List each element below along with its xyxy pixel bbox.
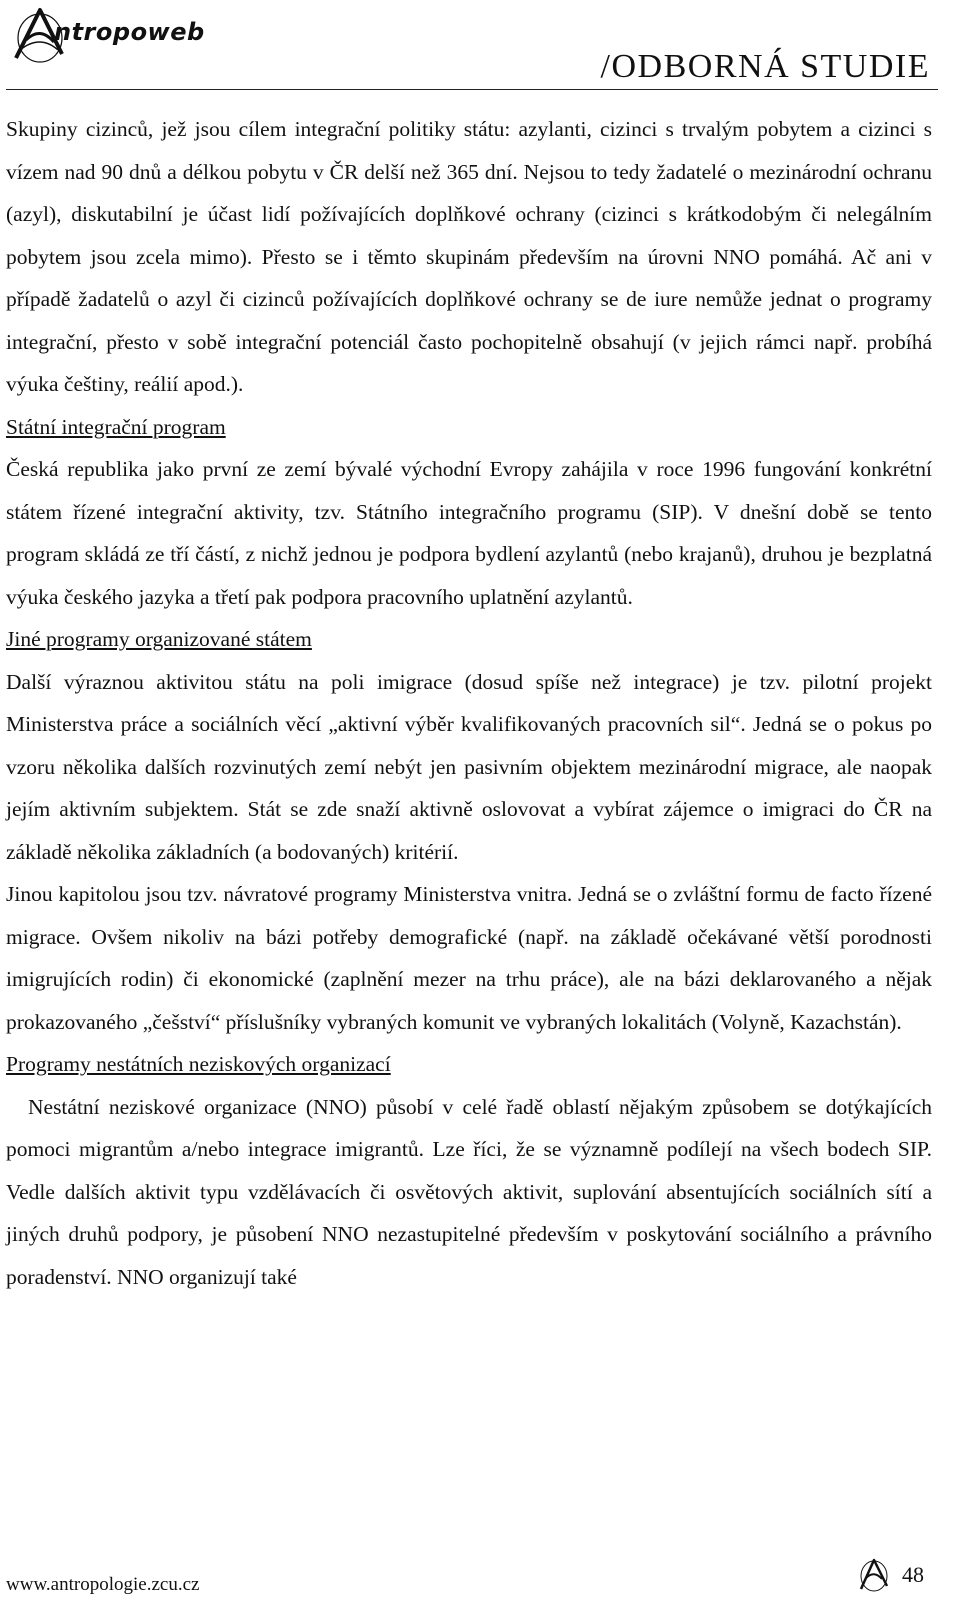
article-body xyxy=(6,108,932,1298)
logo-wordmark: ntropoweb xyxy=(54,18,205,46)
footer-url: www.antropologie.zcu.cz xyxy=(6,1574,200,1595)
antropoweb-logo xyxy=(10,4,230,64)
paragraph-sip: Česká republika jako první ze zemí bývalé východní Evropy zahájila v roce 1996 fungování konkrétní státem řízené integrační aktivity, tzv. Státního integračního programu (SIP). V dnešní době se tento program skládá ze tří částí, z nichž jednou je podpora bydlení azylantů (nebo krajanů), druhou je bezplatná výuka českého jazyka a třetí pak podpora pracovního uplatnění azylantů. xyxy=(6,457,932,609)
page-number: 48 xyxy=(902,1562,924,1587)
page-header xyxy=(0,0,960,95)
heading-other-state-programs: Jiné programy organizované státem xyxy=(6,627,312,651)
paragraph-target-groups: Skupiny cizinců, jež jsou cílem integrační politiky státu: azylanti, cizinci s trvalým pobytem a cizinci s vízem nad 90 dnů a délkou pobytu v ČR delší než 365 dní. Nejsou to tedy žadatelé o mezinárodní ochranu (azyl), diskutabilní je účast lidí požívajících doplňkové ochrany (cizinci s krátkodobým či nelegálním pobytem jsou zcela mimo). Přesto se i těmto skupinám především na úrovni NNO pomáhá. Ač ani v případě žadatelů o azyl či cizinců požívajících doplňkové ochrany se de iure nemůže jednat o programy integrační, přesto v sobě integrační potenciál často pochopitelně obsahují (v jejich rámci např. probíhá výuka češtiny, reálií apod.). xyxy=(6,117,932,396)
heading-state-integration-program: Státní integrační program xyxy=(6,414,226,439)
paragraph-pilot-project: Další výraznou aktivitou státu na poli imigrace (dosud spíše než integrace) je tzv. pilotní projekt Ministerstva práce a sociálních věcí „aktivní výběr kvalifikovaných pracovních sil“. Jedná se o pokus po vzoru několika dalších rozvinutých zemí nebýt jen pasivním objektem mezinárodní migrace, ale naopak jejím aktivním subjektem. Stát se zde snaží aktivně oslovovat a vybírat zájemce o imigraci do ČR na základě několika základních (a bodovaných) kritérií. xyxy=(6,669,932,864)
section-label: /ODBORNÁ STUDIE xyxy=(600,48,930,85)
paragraph-return-programs: Jinou kapitolou jsou tzv. návratové programy Ministerstva vnitra. Jedná se o zvláštní formu de facto řízené migrace. Ovšem nikoliv na bázi potřeby demografické (např. na základě očekávané větší porodnosti imigrujících rodin) či ekonomické (zaplnění mezer na trhu práce), ale na bázi deklarovaného a nějak prokazovaného „češství“ příslušníky vybraných komunit ve vybraných lokalitách (Volyně, Kazachstán). xyxy=(6,882,932,1034)
paragraph-ngo: Nestátní neziskové organizace (NNO) působí v celé řadě oblastí nějakým způsobem se dotýkajících pomoci migrantům a/nebo integrace imigrantů. Lze říci, že se významně podílejí na všech bodech SIP. Vedle dalších aktivit typu vzdělávacích či osvětových aktivit, suplování absentujících sociálních sítí a jiných druhů podpory, je působení NNO nezastupitelné především v poskytování sociálního a právního poradenství. NNO organizují také xyxy=(6,1094,932,1289)
footer-logo-icon xyxy=(858,1556,890,1592)
heading-ngo-programs: Programy nestátních neziskových organizací xyxy=(6,1052,391,1076)
header-divider xyxy=(6,89,938,90)
